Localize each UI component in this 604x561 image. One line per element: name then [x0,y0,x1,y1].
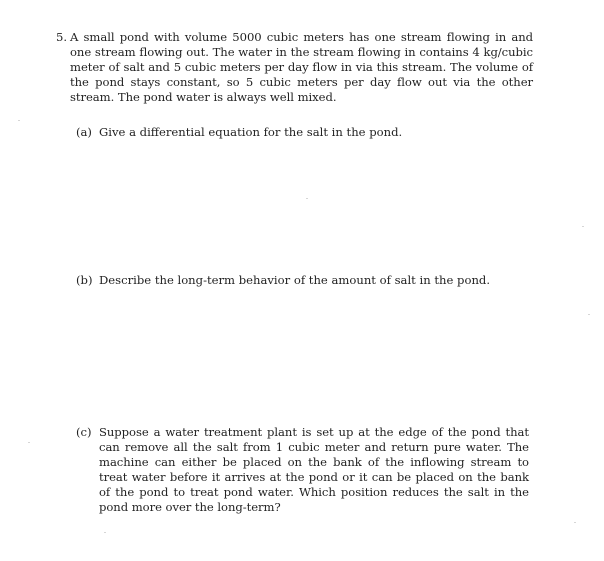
part-c-label: (c) [76,425,92,439]
scan-speck [28,442,30,443]
scan-speck [306,198,308,199]
scan-speck [574,522,576,523]
problem-statement: A small pond with volume 5000 cubic meters has one stream flowing in and one stream flowing out. The water in the stream flowing in contains 4 kg/cubic meter of salt and 5 cubic meters per day flow in via this stream. The volume of the pond stays constant, so 5 cubic meters per day flow out via the other stream. The pond water is always well mixed. [70,30,533,104]
problem-number: 5. [56,30,68,44]
scan-speck [18,120,20,121]
part-c-question: Suppose a water treatment plant is set up at the edge of the pond that can remove all the salt from 1 cubic meter and return pure water. The machine can either be placed on the bank of the inflowing stream to treat water before it arrives at the pond or it can be placed on the bank of the pond to treat pond water. Which position reduces the salt in the pond more over the long-term? [99,425,529,514]
scan-speck [104,532,106,533]
scan-speck [588,314,590,315]
scan-speck [582,226,584,227]
part-a-label: (a) [76,125,92,139]
part-b-label: (b) [76,273,93,287]
part-a-question: Give a differential equation for the salt in the pond. [99,125,403,139]
part-b-question: Describe the long-term behavior of the amount of salt in the pond. [99,273,491,287]
